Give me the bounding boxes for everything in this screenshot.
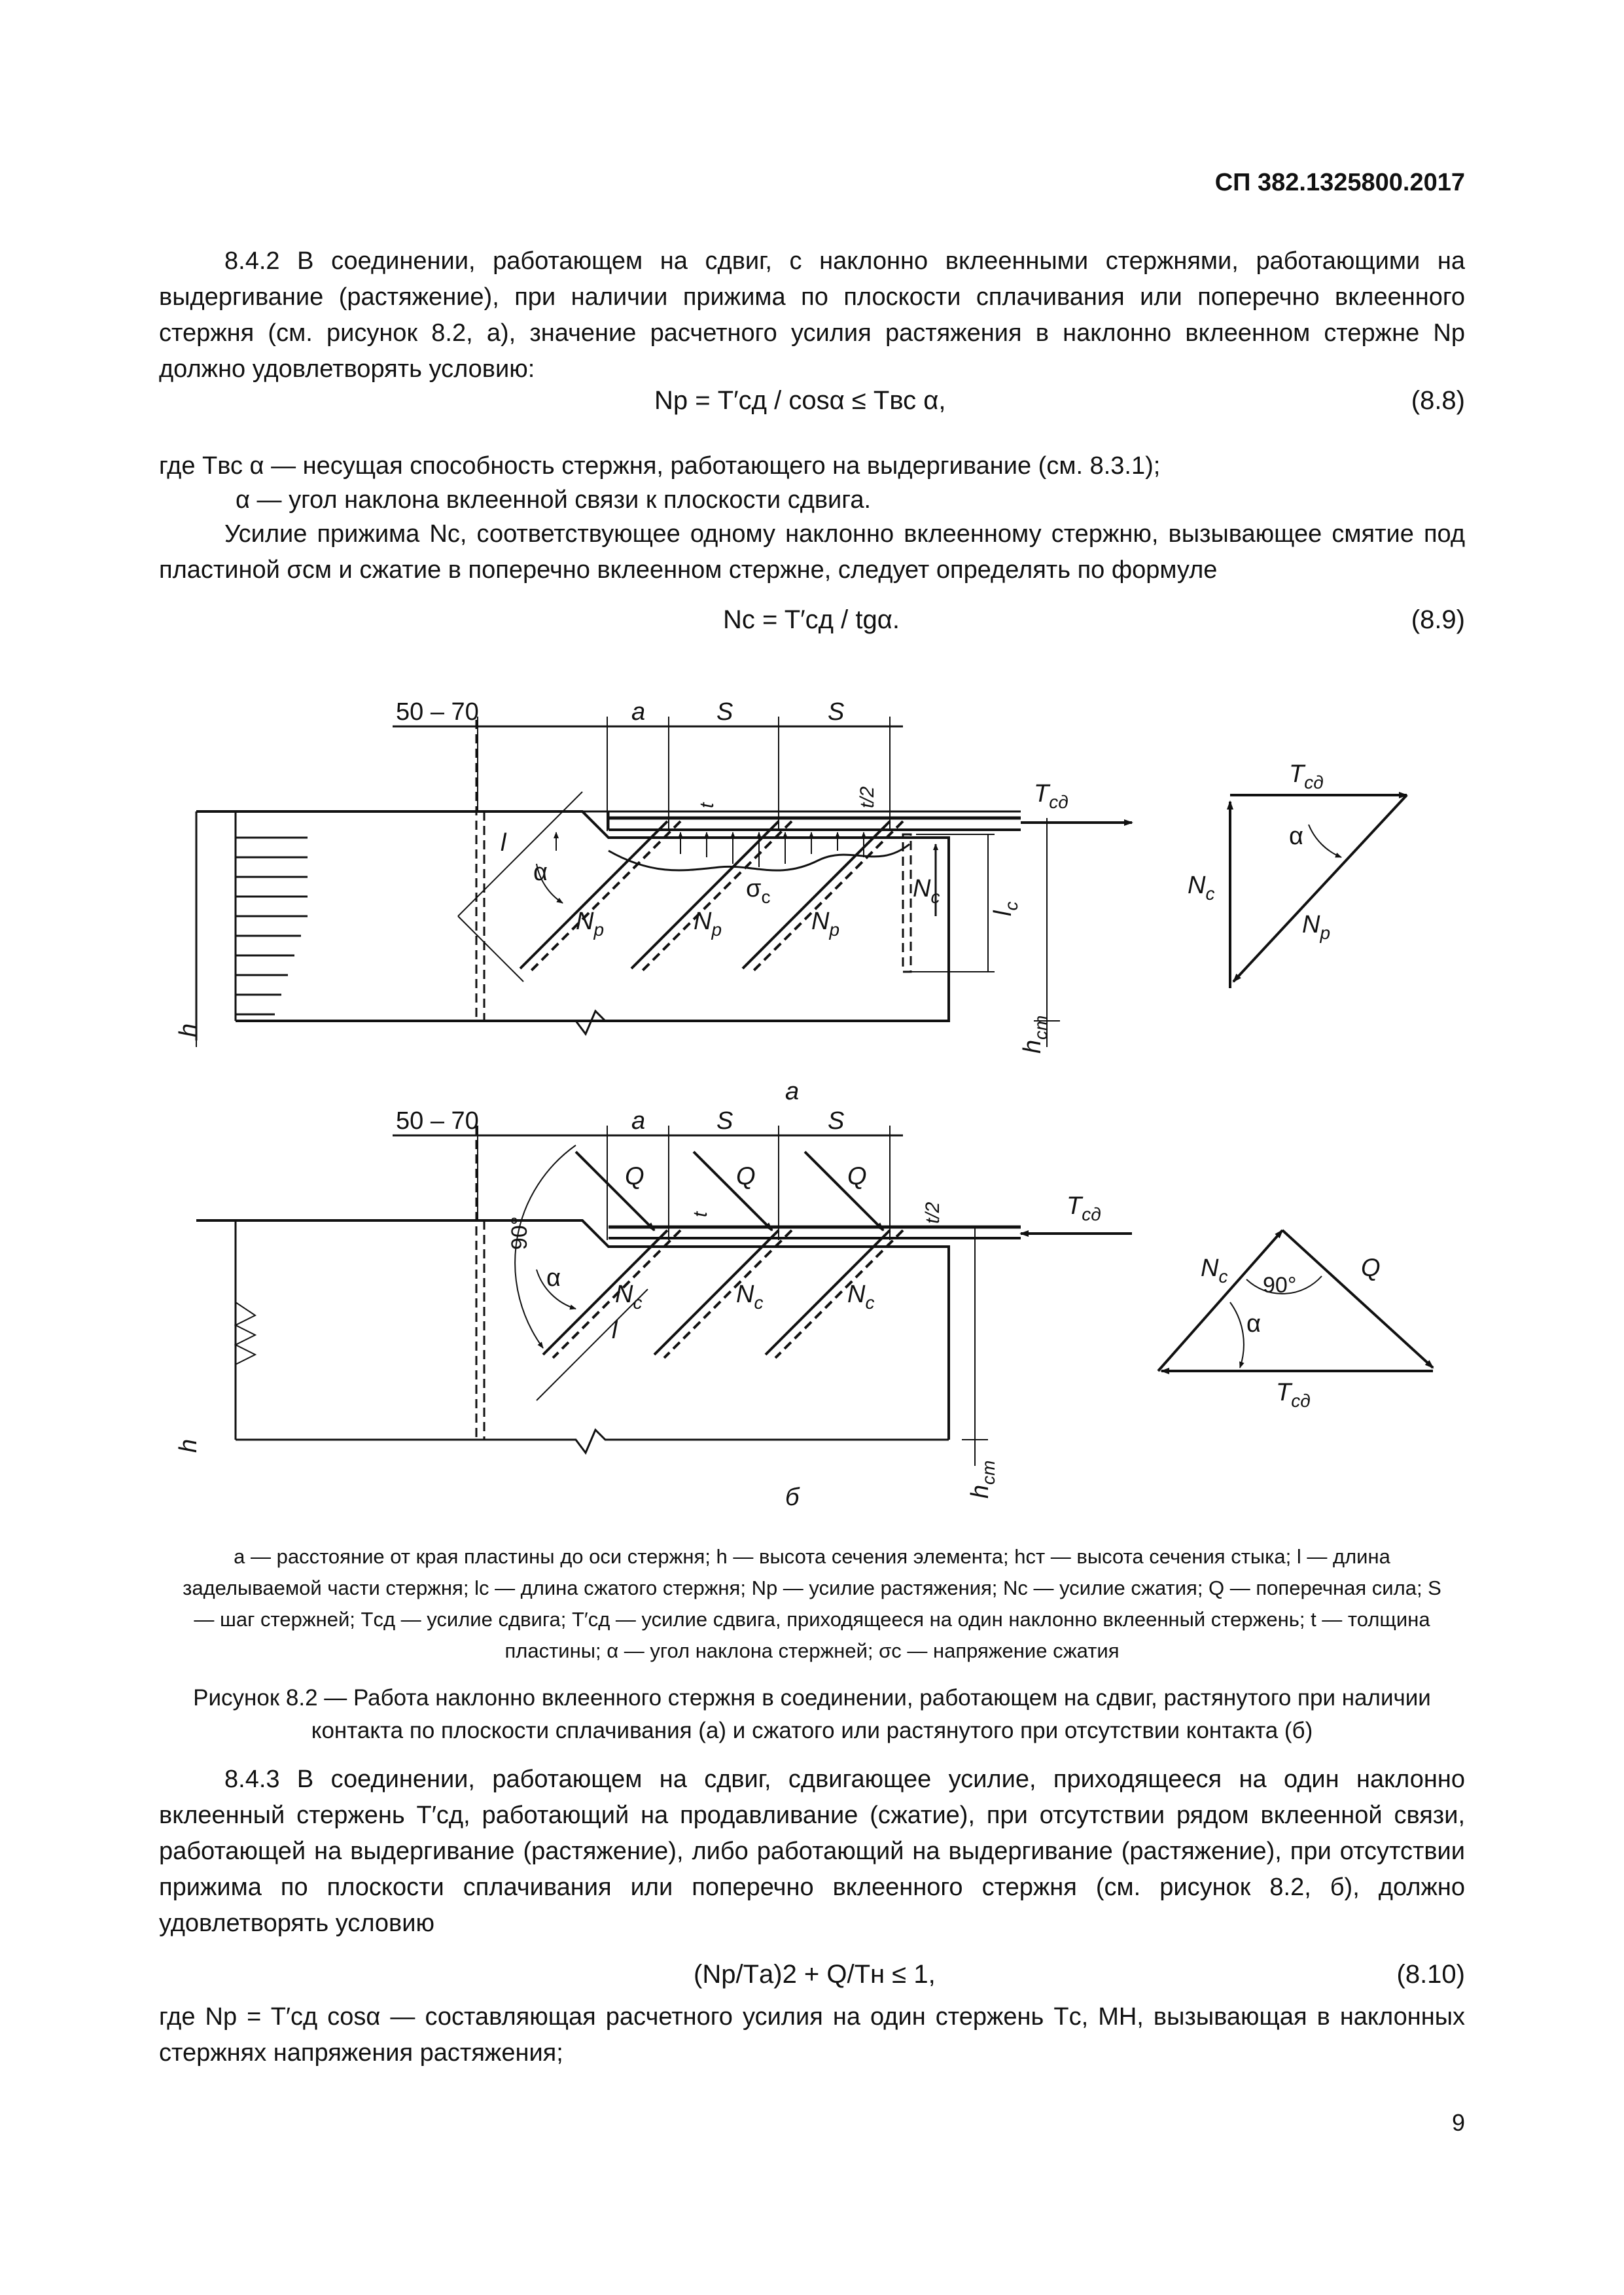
tri-a-nc: $N_с$ [1188,872,1215,904]
force-triangle-a [1230,795,1407,988]
dim-edge-b: 50 – 70 [396,1107,479,1135]
label-nc2-b: $N_с$ [736,1281,764,1313]
subfigure-label-b: б [785,1484,800,1511]
dim-s2-a: S [828,698,845,726]
label-l-a: l [501,829,506,857]
tri-b-90: 90° [1263,1273,1297,1298]
label-sigma-a: $\sigma_с$ [746,875,771,907]
label-t-b: t [690,1211,711,1217]
document-code: СП 382.1325800.2017 [1214,169,1465,196]
dim-edge-a: 50 – 70 [396,698,479,726]
label-np2-a: $N_р$ [694,908,722,940]
where-t-vs: где Tвс α — несущая способность стержня, работающего на выдергивание (см. 8.3.1); [159,452,1161,480]
dim-a-b: a [631,1107,646,1135]
label-lc-a: $l_с$ [989,901,1021,916]
label-alpha-a: α [533,859,548,886]
dim-s1-a: S [716,698,733,726]
label-q1-b: Q [625,1163,644,1190]
where-np: где Np = T′сд cosα — составляющая расчетного усилия на один стержень Tс, МН, вызывающая в наклонных стержнях напряжения растяжения; [159,2003,1465,2067]
label-alpha-b: α [546,1264,561,1292]
formula-8-8: Nр = T′сд / cosα ≤ Tвс α, [654,386,946,415]
rod-a1 [520,821,667,969]
label-np3-a: $N_р$ [811,908,840,940]
label-hct-a: $h_{ст}$ [1019,1015,1051,1054]
formula-number-8-8: (8.8) [1411,386,1465,415]
label-nc1-b: $N_с$ [615,1281,643,1313]
clause-number: 8.4.2 [224,247,280,275]
figure-legend: a — расстояние от края пластины до оси стержня; h — высота сечения элемента; hст — высота сечения стыка; l — длина заделываемой части стержня; lс — длина сжатого стержня; Nр — усилие растяжения; Nс — усилие сжатия; Q — поперечная сила; S — шаг стержней; Tсд — усилие сдвига; T′сд — усилие сдвига, приходящееся на один наклонно вклеенный стержень; t — толщина пластины; α — угол наклона стержней; σс — напряжение сжатия [183,1545,1441,1662]
label-h-a: h [175,1023,202,1037]
tri-a-tsd: $T_{сд}$ [1289,760,1324,792]
figure-8-2 [0,681,1624,1531]
label-h-b: h [175,1438,202,1453]
dim-a-a: a [631,698,646,726]
label-tsd-b: $T_{сд}$ [1067,1192,1101,1224]
tri-a-np: $N_р$ [1302,911,1331,943]
figure-caption: Рисунок 8.2 — Работа наклонно вклеенного стержня в соединении, работающем на сдвиг, растянутого при наличии контакта по плоскости сплачивания (а) и сжатого или растянутого при отсутствии контакта (б) [193,1685,1431,1743]
label-tsd-a: $T_{сд}$ [1034,780,1068,812]
label-nc3-b: $N_с$ [847,1281,875,1313]
diagram-a [196,717,1132,1047]
label-hct-b: $h_{ст}$ [966,1460,998,1499]
formula-number-8-9: (8.9) [1411,605,1465,634]
tri-b-tsd: $T_{сд}$ [1276,1379,1311,1411]
label-np1-a: $N_р$ [576,908,605,940]
tri-a-alpha: α [1289,823,1303,850]
paragraph-nc: Усилие прижима Nc, соответствующее одному наклонно вклеенному стержню, вызывающее смятие под пластиной σсм и сжатие в поперечно вклеенном стержне, следует определять по формуле [159,520,1465,584]
label-t2-a: t/2 [856,786,878,808]
label-t-a: t [696,802,718,808]
dim-s1-b: S [716,1107,733,1135]
tri-b-alpha: α [1246,1310,1261,1338]
clause-text: В соединении, работающем на сдвиг, с наклонно вклеенными стержнями, работающими на выдергивание (растяжение), при наличии прижима по плоскости сплачивания или поперечно вклеенного стержня (см. рисунок 8.2, а), значение расчетного усилия растяжения в наклонно вклеенном стержне Nр должно удовлетворять условию: [159,247,1465,383]
clause-8-4-2 [159,243,1465,387]
clause-text: В соединении, работающем на сдвиг, сдвигающее усилие, приходящееся на один наклонно вклеенный стержень T′сд, работающий на продавливание (сжатие), при отсутствии рядом вклеенной связи, работающей на выдергивание (растяжение), либо работающий на выдергивание (растяжение), при отсутствии прижима по плоскости сплачивания или поперечно вклеенного стержня (см. рисунок 8.2, б), должно удовлетворять условию [159,1766,1465,1937]
label-q3-b: Q [847,1163,867,1190]
label-nc-a: $N_с$ [913,875,940,907]
tri-b-nc: $N_с$ [1201,1254,1228,1287]
label-q2-b: Q [736,1163,756,1190]
figure-labels [175,698,1381,1511]
dim-s2-b: S [828,1107,845,1135]
label-l-b: l [612,1317,618,1344]
where-alpha: α — угол наклона вклеенной связи к плоскости сдвига. [236,486,872,514]
diagram-b [196,1126,1132,1466]
formula-number-8-10: (8.10) [1396,1960,1465,1989]
force-triangle-b [1158,1230,1433,1371]
page-number: 9 [1451,2109,1465,2136]
formula-8-9: Nc = T′сд / tgα. [723,605,900,634]
member-outline-b [196,1220,949,1440]
subfigure-label-a: а [785,1078,800,1105]
clause-8-4-3 [159,1762,1465,1942]
tri-b-q: Q [1361,1254,1381,1282]
label-t2-b: t/2 [922,1201,944,1224]
formula-8-10: (Nр/Tа)2 + Q/Tн ≤ 1, [694,1960,936,1989]
clause-number: 8.4.3 [224,1766,280,1793]
label-90-b: 90° [507,1216,532,1250]
